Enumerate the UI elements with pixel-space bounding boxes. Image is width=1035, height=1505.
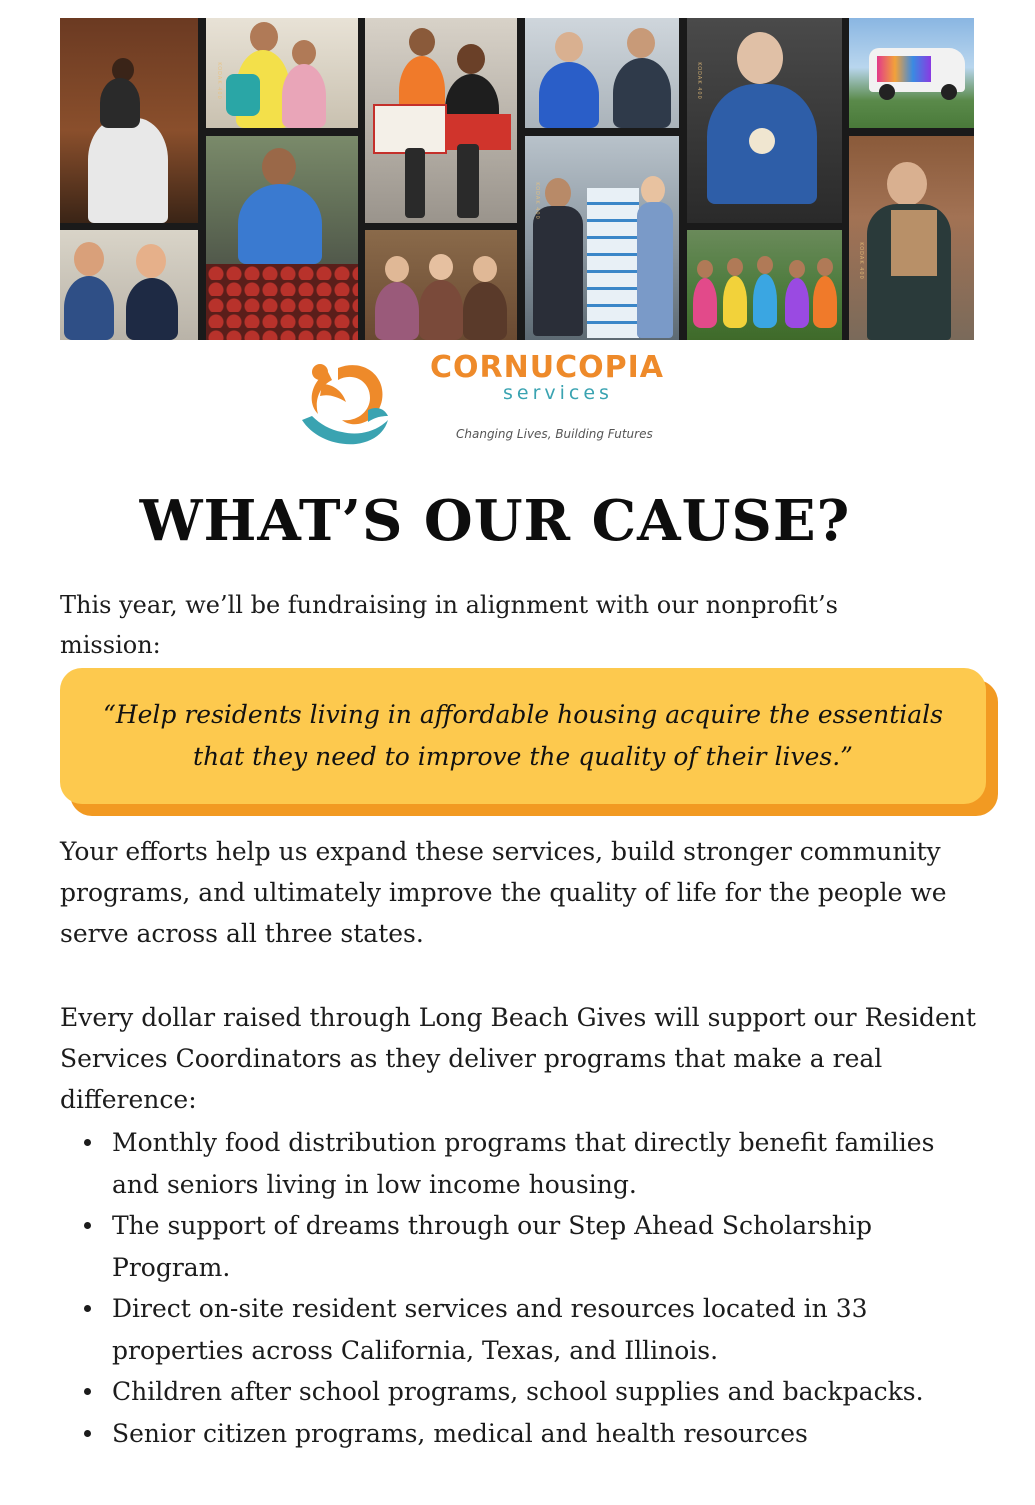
photo-grocery-bag (849, 136, 974, 340)
photo-collage (60, 18, 974, 340)
film-edge-marks: KODAK 400 (857, 242, 864, 280)
cornucopia-logo-icon (298, 350, 390, 448)
film-edge-marks: KODAK 400 (695, 62, 702, 100)
logo-subtitle: services (503, 382, 613, 404)
list-item: Children after school programs, school supplies and backpacks. (60, 1371, 980, 1413)
photo-apples (206, 136, 358, 340)
film-edge-marks: KODAK 400 (533, 182, 540, 220)
photo-kids-backpacks (206, 18, 358, 128)
page-title: WHAT’S OUR CAUSE? (139, 488, 851, 554)
list-item: Senior citizen programs, medical and health resources (60, 1413, 980, 1455)
mission-quote-box (60, 668, 986, 804)
film-edge-marks: KODAK 400 (215, 62, 222, 100)
logo-name: CORNUCOPIA (430, 350, 664, 385)
photo-blood-pressure (525, 18, 679, 128)
list-item: Monthly food distribution programs that directly benefit families and seniors living in low income housing. (60, 1122, 980, 1205)
photo-kids-party (687, 230, 842, 340)
intro-text: This year, we’ll be fundraising in alignment with our nonprofit’s mission: (60, 591, 838, 659)
program-list (60, 1122, 980, 1454)
photo-senior-jersey (687, 18, 842, 223)
mission-quote: “Help residents living in affordable housing acquire the essentials that they need to improve the quality of their lives.” (103, 700, 943, 771)
logo-tagline: Changing Lives, Building Futures (456, 427, 653, 441)
photo-boys-snacks (60, 230, 198, 340)
photo-kids-gifts (365, 18, 517, 223)
photo-van (849, 18, 974, 128)
cornucopia-logo (298, 350, 708, 450)
efforts-paragraph: Your efforts help us expand these services, build stronger community programs, and ultimately improve the quality of life for the people we serve across all three states. (60, 837, 947, 948)
photo-haircut (60, 18, 198, 223)
list-item: The support of dreams through our Step Ahead Scholarship Program. (60, 1205, 980, 1288)
photo-air-conditioners (525, 136, 679, 340)
photo-ladies-flowers (365, 230, 517, 340)
every-dollar-paragraph: Every dollar raised through Long Beach Gives will support our Resident Services Coordinators as they deliver programs that make a real difference: (60, 1003, 976, 1114)
list-item: Direct on-site resident services and resources located in 33 properties across California, Texas, and Illinois. (60, 1288, 980, 1371)
